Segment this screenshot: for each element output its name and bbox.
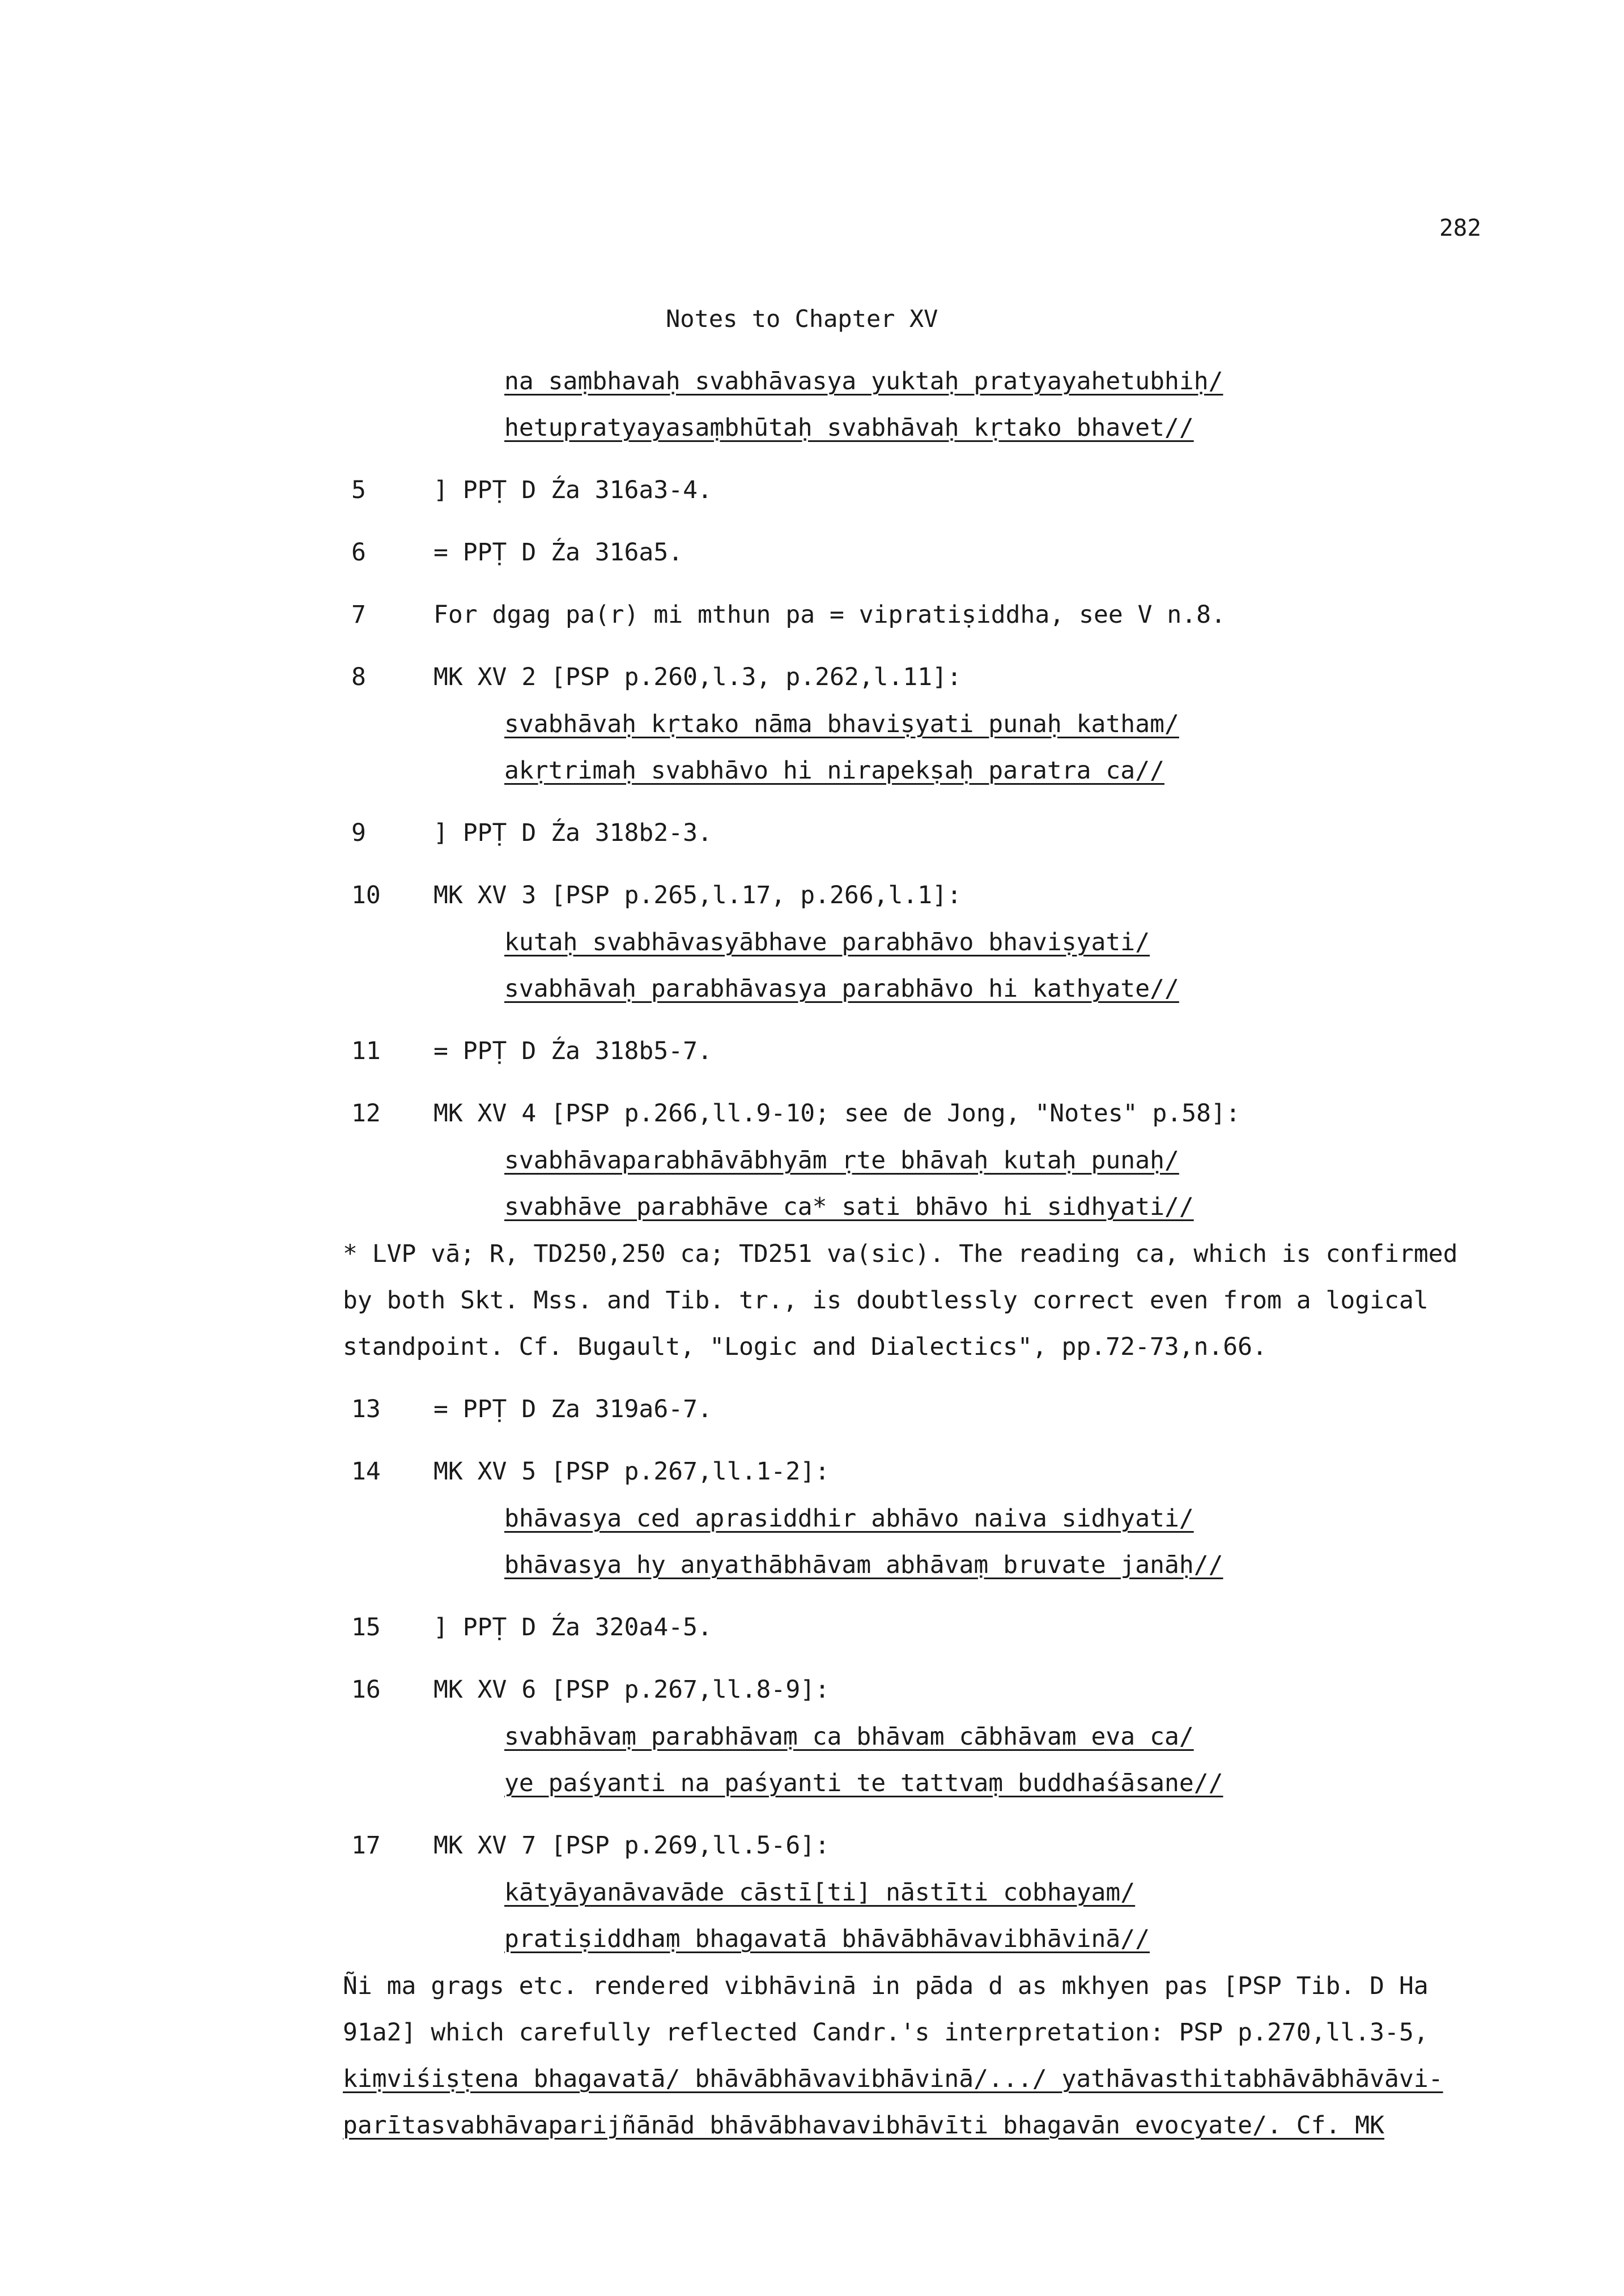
note-number: 9 <box>351 819 366 847</box>
note-text: MK XV 7 [PSP p.269,ll.5-6]: <box>433 1831 830 1860</box>
note-text: MK XV 5 [PSP p.267,ll.1-2]: <box>433 1457 830 1486</box>
note-text: For dgag pa(r) mi mthun pa = vipratiṣiddha, see V n.8. <box>433 601 1226 629</box>
commentary-line: parītasvabhāvaparijñānād bhāvābhavavibhāvīti bhagavān evocyate/. Cf. MK <box>343 2111 1385 2140</box>
verse-line: svabhāvaparabhāvābhyām ṛte bhāvaḥ kutaḥ punaḥ/ <box>504 1146 1179 1175</box>
note-number: 16 <box>351 1676 381 1704</box>
note-text: MK XV 6 [PSP p.267,ll.8-9]: <box>433 1676 830 1704</box>
note-number: 10 <box>351 881 381 909</box>
commentary-line: kiṃviśiṣṭena bhagavatā/ bhāvābhāvavibhāvinā/.../ yathāvasthitabhāvābhāvāvi- <box>343 2065 1443 2093</box>
verse-line: kātyāyanāvavāde cāstī[ti] nāstīti cobhayam/ <box>504 1878 1136 1907</box>
commentary-line: Ñi ma grags etc. rendered vibhāvinā in pāda d as mkhyen pas [PSP Tib. D Ha <box>343 1972 1429 2000</box>
note-number: 7 <box>351 601 366 629</box>
verse-line: na saṃbhavaḥ svabhāvasya yuktaḥ pratyayahetubhiḥ/ <box>504 367 1223 396</box>
verse-line: svabhāvaḥ kṛtako nāma bhaviṣyati punaḥ katham/ <box>504 710 1179 738</box>
verse-line: svabhāve parabhāve ca* sati bhāvo hi sidhyati// <box>504 1193 1194 1221</box>
verse-line: ye paśyanti na paśyanti te tattvaṃ buddhaśāsane// <box>504 1769 1223 1797</box>
verse-line: bhāvasya hy anyathābhāvam abhāvaṃ bruvate janāḥ// <box>504 1551 1223 1579</box>
note-text: = PPṬ D Źa 316a5. <box>433 538 683 567</box>
note-number: 14 <box>351 1457 381 1486</box>
footnote-line: by both Skt. Mss. and Tib. tr., is doubtlessly correct even from a logical <box>343 1286 1429 1315</box>
note-text: MK XV 4 [PSP p.266,ll.9-10; see de Jong, "Notes" p.58]: <box>433 1099 1240 1128</box>
note-text: ] PPṬ D Źa 316a3-4. <box>433 476 712 504</box>
note-text: = PPṬ D Za 319a6-7. <box>433 1395 712 1423</box>
note-number: 11 <box>351 1037 381 1065</box>
verse-line: pratiṣiddhaṃ bhagavatā bhāvābhāvavibhāvinā// <box>504 1925 1150 1953</box>
page-number: 282 <box>1439 214 1482 241</box>
note-number: 17 <box>351 1831 381 1860</box>
note-text: ] PPṬ D Źa 318b2-3. <box>433 819 712 847</box>
note-number: 13 <box>351 1395 381 1423</box>
note-number: 6 <box>351 538 366 567</box>
verse-line: svabhāvaḥ parabhāvasya parabhāvo hi kathyate// <box>504 975 1179 1003</box>
commentary-line: 91a2] which carefully reflected Candr.'s interpretation: PSP p.270,ll.3-5, <box>343 2018 1429 2047</box>
verse-line: svabhāvaṃ parabhāvaṃ ca bhāvam cābhāvam eva ca/ <box>504 1723 1194 1751</box>
note-text: MK XV 2 [PSP p.260,l.3, p.262,l.11]: <box>433 663 962 691</box>
verse-line: akṛtrimaḥ svabhāvo hi nirapekṣaḥ paratra ca// <box>504 756 1164 785</box>
note-text: MK XV 3 [PSP p.265,l.17, p.266,l.1]: <box>433 881 962 909</box>
note-number: 15 <box>351 1613 381 1642</box>
note-text: ] PPṬ D Źa 320a4-5. <box>433 1613 712 1642</box>
note-number: 8 <box>351 663 366 691</box>
verse-line: hetupratyayasaṃbhūtaḥ svabhāvaḥ kṛtako bhavet// <box>504 414 1194 442</box>
verse-line: bhāvasya ced aprasiddhir abhāvo naiva sidhyati/ <box>504 1504 1194 1533</box>
footnote-line: standpoint. Cf. Bugault, "Logic and Dialectics", pp.72-73,n.66. <box>343 1333 1267 1361</box>
note-number: 12 <box>351 1099 381 1128</box>
footnote-line: * LVP vā; R, TD250,250 ca; TD251 va(sic). The reading ca, which is confirmed <box>343 1240 1458 1268</box>
page-title: Notes to Chapter XV <box>666 305 938 333</box>
verse-line: kutaḥ svabhāvasyābhave parabhāvo bhaviṣyati/ <box>504 928 1150 956</box>
note-number: 5 <box>351 476 366 504</box>
note-text: = PPṬ D Źa 318b5-7. <box>433 1037 712 1065</box>
